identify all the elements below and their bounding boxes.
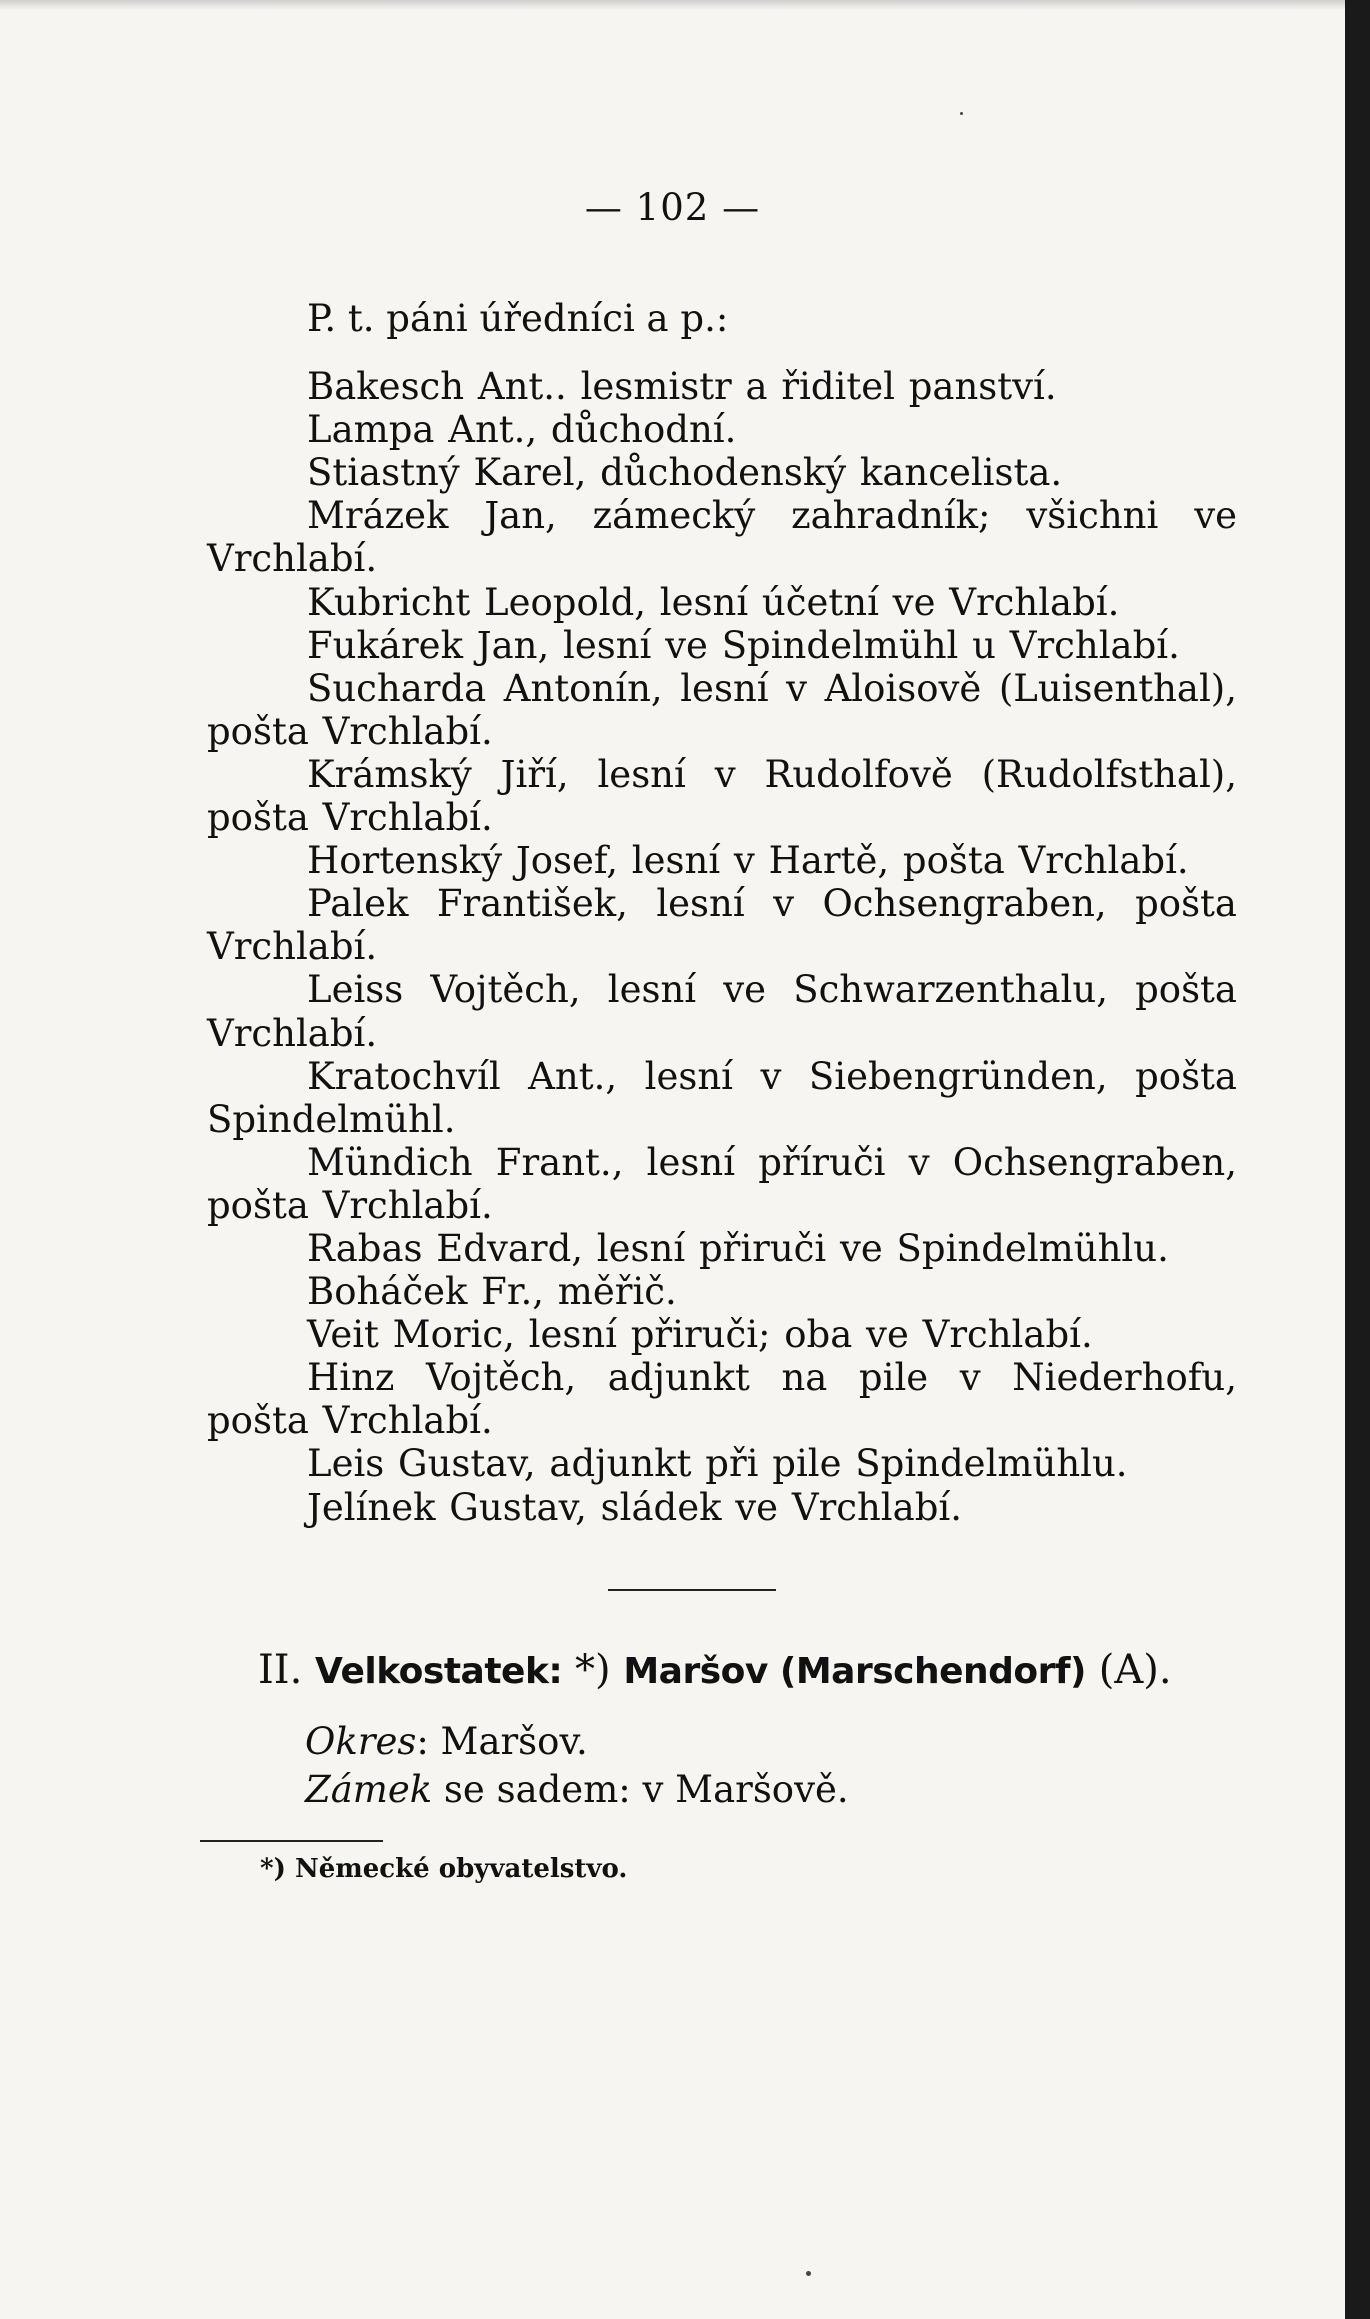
zamek-label: Zámek <box>305 1768 433 1811</box>
list-item: Lampa Ant., důchodní. <box>307 408 737 452</box>
footnote-marker: *) <box>575 1647 611 1693</box>
page-number: — 102 — <box>584 186 761 229</box>
list-item: Stiastný Karel, důchodenský kancelista. <box>307 451 1063 495</box>
list-item: Palek František, lesní v Ochsengraben, pošta Vrchlabí. <box>207 882 1237 969</box>
list-item: Bakesch Ant.. lesmistr a řiditel panství. <box>307 365 1057 409</box>
list-item: Kratochvíl Ant., lesní v Siebengründen, pošta Spindelmühl. <box>207 1054 1237 1141</box>
list-item: Boháček Fr., měřič. <box>307 1270 677 1314</box>
print-speck <box>960 112 963 115</box>
print-speck <box>806 2271 811 2276</box>
list-item: Hinz Vojtěch, adjunkt na pile v Niederhofu, pošta Vrchlabí. <box>207 1356 1237 1443</box>
list-item: Hortenský Josef, lesní v Hartě, pošta Vrchlabí. <box>307 839 1189 883</box>
list-item: Leiss Vojtěch, lesní ve Schwarzenthalu, pošta Vrchlabí. <box>207 968 1237 1055</box>
staff-list <box>207 297 1237 1529</box>
list-item: Rabas Edvard, lesní přiruči ve Spindelmühlu. <box>307 1226 1169 1270</box>
section-label: Velkostatek: <box>315 1651 563 1692</box>
list-item: Mündich Frant., lesní příruči v Ochsengraben, pošta Vrchlabí. <box>207 1140 1237 1227</box>
list-item: Veit Moric, lesní přiruči; oba ve Vrchlabí. <box>307 1313 1093 1357</box>
footnote: *) Německé obyvatelstvo. <box>260 1854 628 1884</box>
section-numeral: II. <box>258 1647 303 1693</box>
list-item: Mrázek Jan, zámecký zahradník; všichni ve Vrchlabí. <box>207 494 1237 581</box>
list-item: Krámský Jiří, lesní v Rudolfově (Rudolfsthal), pošta Vrchlabí. <box>207 752 1237 840</box>
list-heading: P. t. páni úředníci a p.: <box>307 297 729 340</box>
section-heading <box>258 1647 1172 1693</box>
list-item: Fukárek Jan, lesní ve Spindelmühl u Vrchlabí. <box>307 623 1180 667</box>
okres-line <box>305 1718 849 1766</box>
section-suffix: (A). <box>1098 1647 1172 1693</box>
scan-border <box>1345 0 1370 2319</box>
section-divider <box>608 1589 776 1591</box>
zamek-value: se sadem: v Maršově. <box>432 1768 849 1811</box>
okres-value: : Maršov. <box>416 1720 588 1763</box>
list-item: Jelínek Gustav, sládek ve Vrchlabí. <box>307 1485 962 1529</box>
page-top-edge <box>0 0 1345 10</box>
estate-name: Maršov (Marschendorf) <box>623 1651 1087 1692</box>
footnote-divider <box>200 1840 383 1842</box>
list-item: Sucharda Antonín, lesní v Aloisově (Luisenthal), pošta Vrchlabí. <box>207 666 1237 753</box>
okres-label: Okres <box>305 1720 417 1763</box>
list-item: Kubricht Leopold, lesní účetní ve Vrchlabí. <box>307 580 1120 624</box>
list-item: Leis Gustav, adjunkt při pile Spindelmühlu. <box>307 1442 1128 1486</box>
zamek-line <box>305 1766 849 1814</box>
estate-details <box>305 1718 849 1814</box>
